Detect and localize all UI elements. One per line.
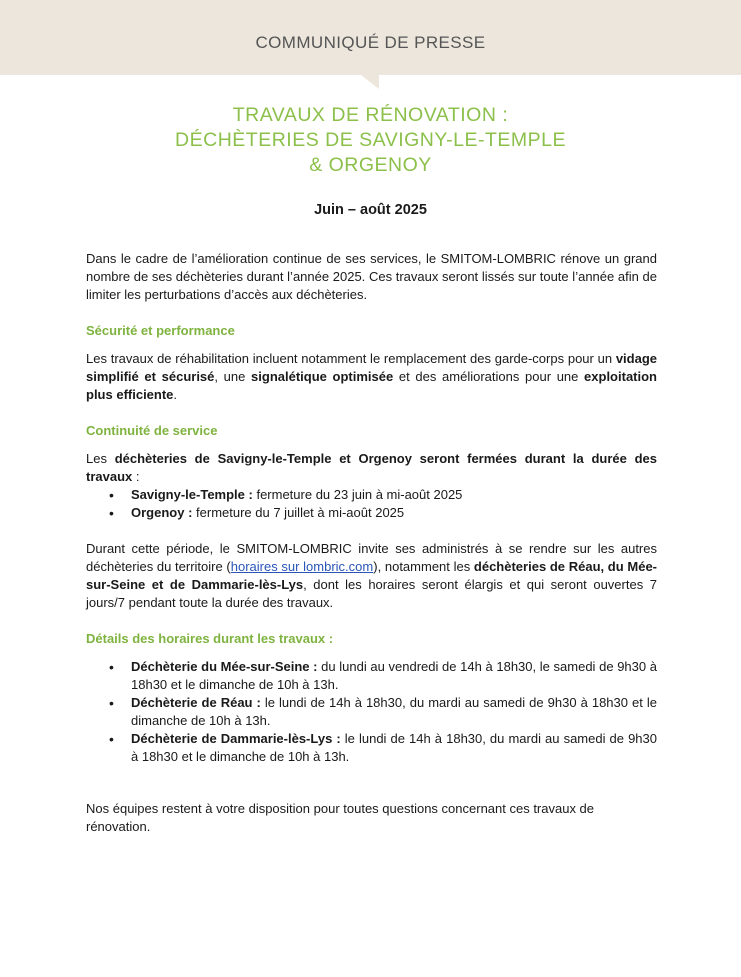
document-body [86,250,657,836]
text-run: . [173,387,178,402]
closure-lead [86,450,657,486]
site-name: Déchèterie de Réau : [131,695,261,710]
title-line-2: DÉCHÈTERIES DE SAVIGNY-LE-TEMPLE [175,129,566,151]
text-run: : [132,469,140,484]
horaires-link[interactable]: horaires sur lombric.com [230,559,374,574]
list-item [131,658,657,694]
opening-hours: le lundi de 14h à 18h30, du mardi au samedi de 9h30 à 18h30 et le dimanche de 10h à 13h. [131,731,657,764]
header-tail [361,75,379,89]
page-title [0,103,741,178]
list-item [131,730,657,766]
text-run: ), notamment les [373,559,474,574]
list-item [131,504,657,522]
site-name: Déchèterie du Mée-sur-Seine : [131,659,318,674]
list-item [131,486,657,504]
intro-paragraph: Dans le cadre de l’amélioration continue de ses services, le SMITOM-LOMBRIC rénove un grand nombre de ses déchèteries durant l’année 2025. Ces travaux seront lissés sur toute l’année afin de limiter les perturbations d’accès aux déchèteries. [86,251,657,302]
site-name: Savigny-le-Temple : [131,487,253,502]
closure-dates: fermeture du 7 juillet à mi-août 2025 [192,505,405,520]
title-line-3: & ORGENOY [309,154,432,176]
closure-list [86,486,657,522]
opening-hours: du lundi au vendredi de 14h à 18h30, le samedi de 9h30 à 18h30 et le dimanche de 10h à 13h. [131,659,658,692]
closing-paragraph: Nos équipes restent à votre disposition pour toutes questions concernant ces travaux de rénovation. [86,801,595,834]
alternatives-paragraph [86,540,657,612]
site-name: Orgenoy : [131,505,193,520]
bold-run: signalétique optimisée [251,369,394,384]
text-run: Durant cette période, le SMITOM-LOMBRIC invite ses administrés à se rendre sur les autres déchèteries du territoire ( [86,541,657,574]
title-line-1: TRAVAUX DE RÉNOVATION : [232,104,509,126]
date-range: Juin – août 2025 [314,202,427,218]
bold-run: déchèteries de Savigny-le-Temple et Orgenoy seront fermées durant la durée des travaux [86,451,657,484]
text-run: Les travaux de réhabilitation incluent notamment le remplacement des garde-corps pour un [86,351,616,366]
section-title-continuity: Continuité de service [86,423,218,438]
opening-hours: le lundi de 14h à 18h30, du mardi au samedi de 9h30 à 18h30 et le dimanche de 10h à 13h. [131,695,657,728]
bold-run: vidage simplifié et sécurisé [86,351,657,384]
text-run: , une [214,369,252,384]
security-paragraph [86,350,657,404]
press-release-label: COMMUNIQUÉ DE PRESSE [255,33,486,52]
hours-list [86,658,657,766]
text-run: Les [86,451,115,466]
text-run: et des améliorations pour une [393,369,585,384]
closure-dates: fermeture du 23 juin à mi-août 2025 [252,487,463,502]
section-title-security: Sécurité et performance [86,323,235,338]
text-run: , dont les horaires seront élargis et qui seront ouvertes 7 jours/7 pendant toute la durée des travaux. [86,577,657,610]
site-name: Déchèterie de Dammarie-lès-Lys : [131,731,341,746]
bold-run: exploitation plus efficiente [86,369,657,402]
bold-run: déchèteries de Réau, du Mée-sur-Seine et de Dammarie-lès-Lys [86,559,657,592]
section-title-hours: Détails des horaires durant les travaux : [86,631,334,646]
list-item [131,694,657,730]
